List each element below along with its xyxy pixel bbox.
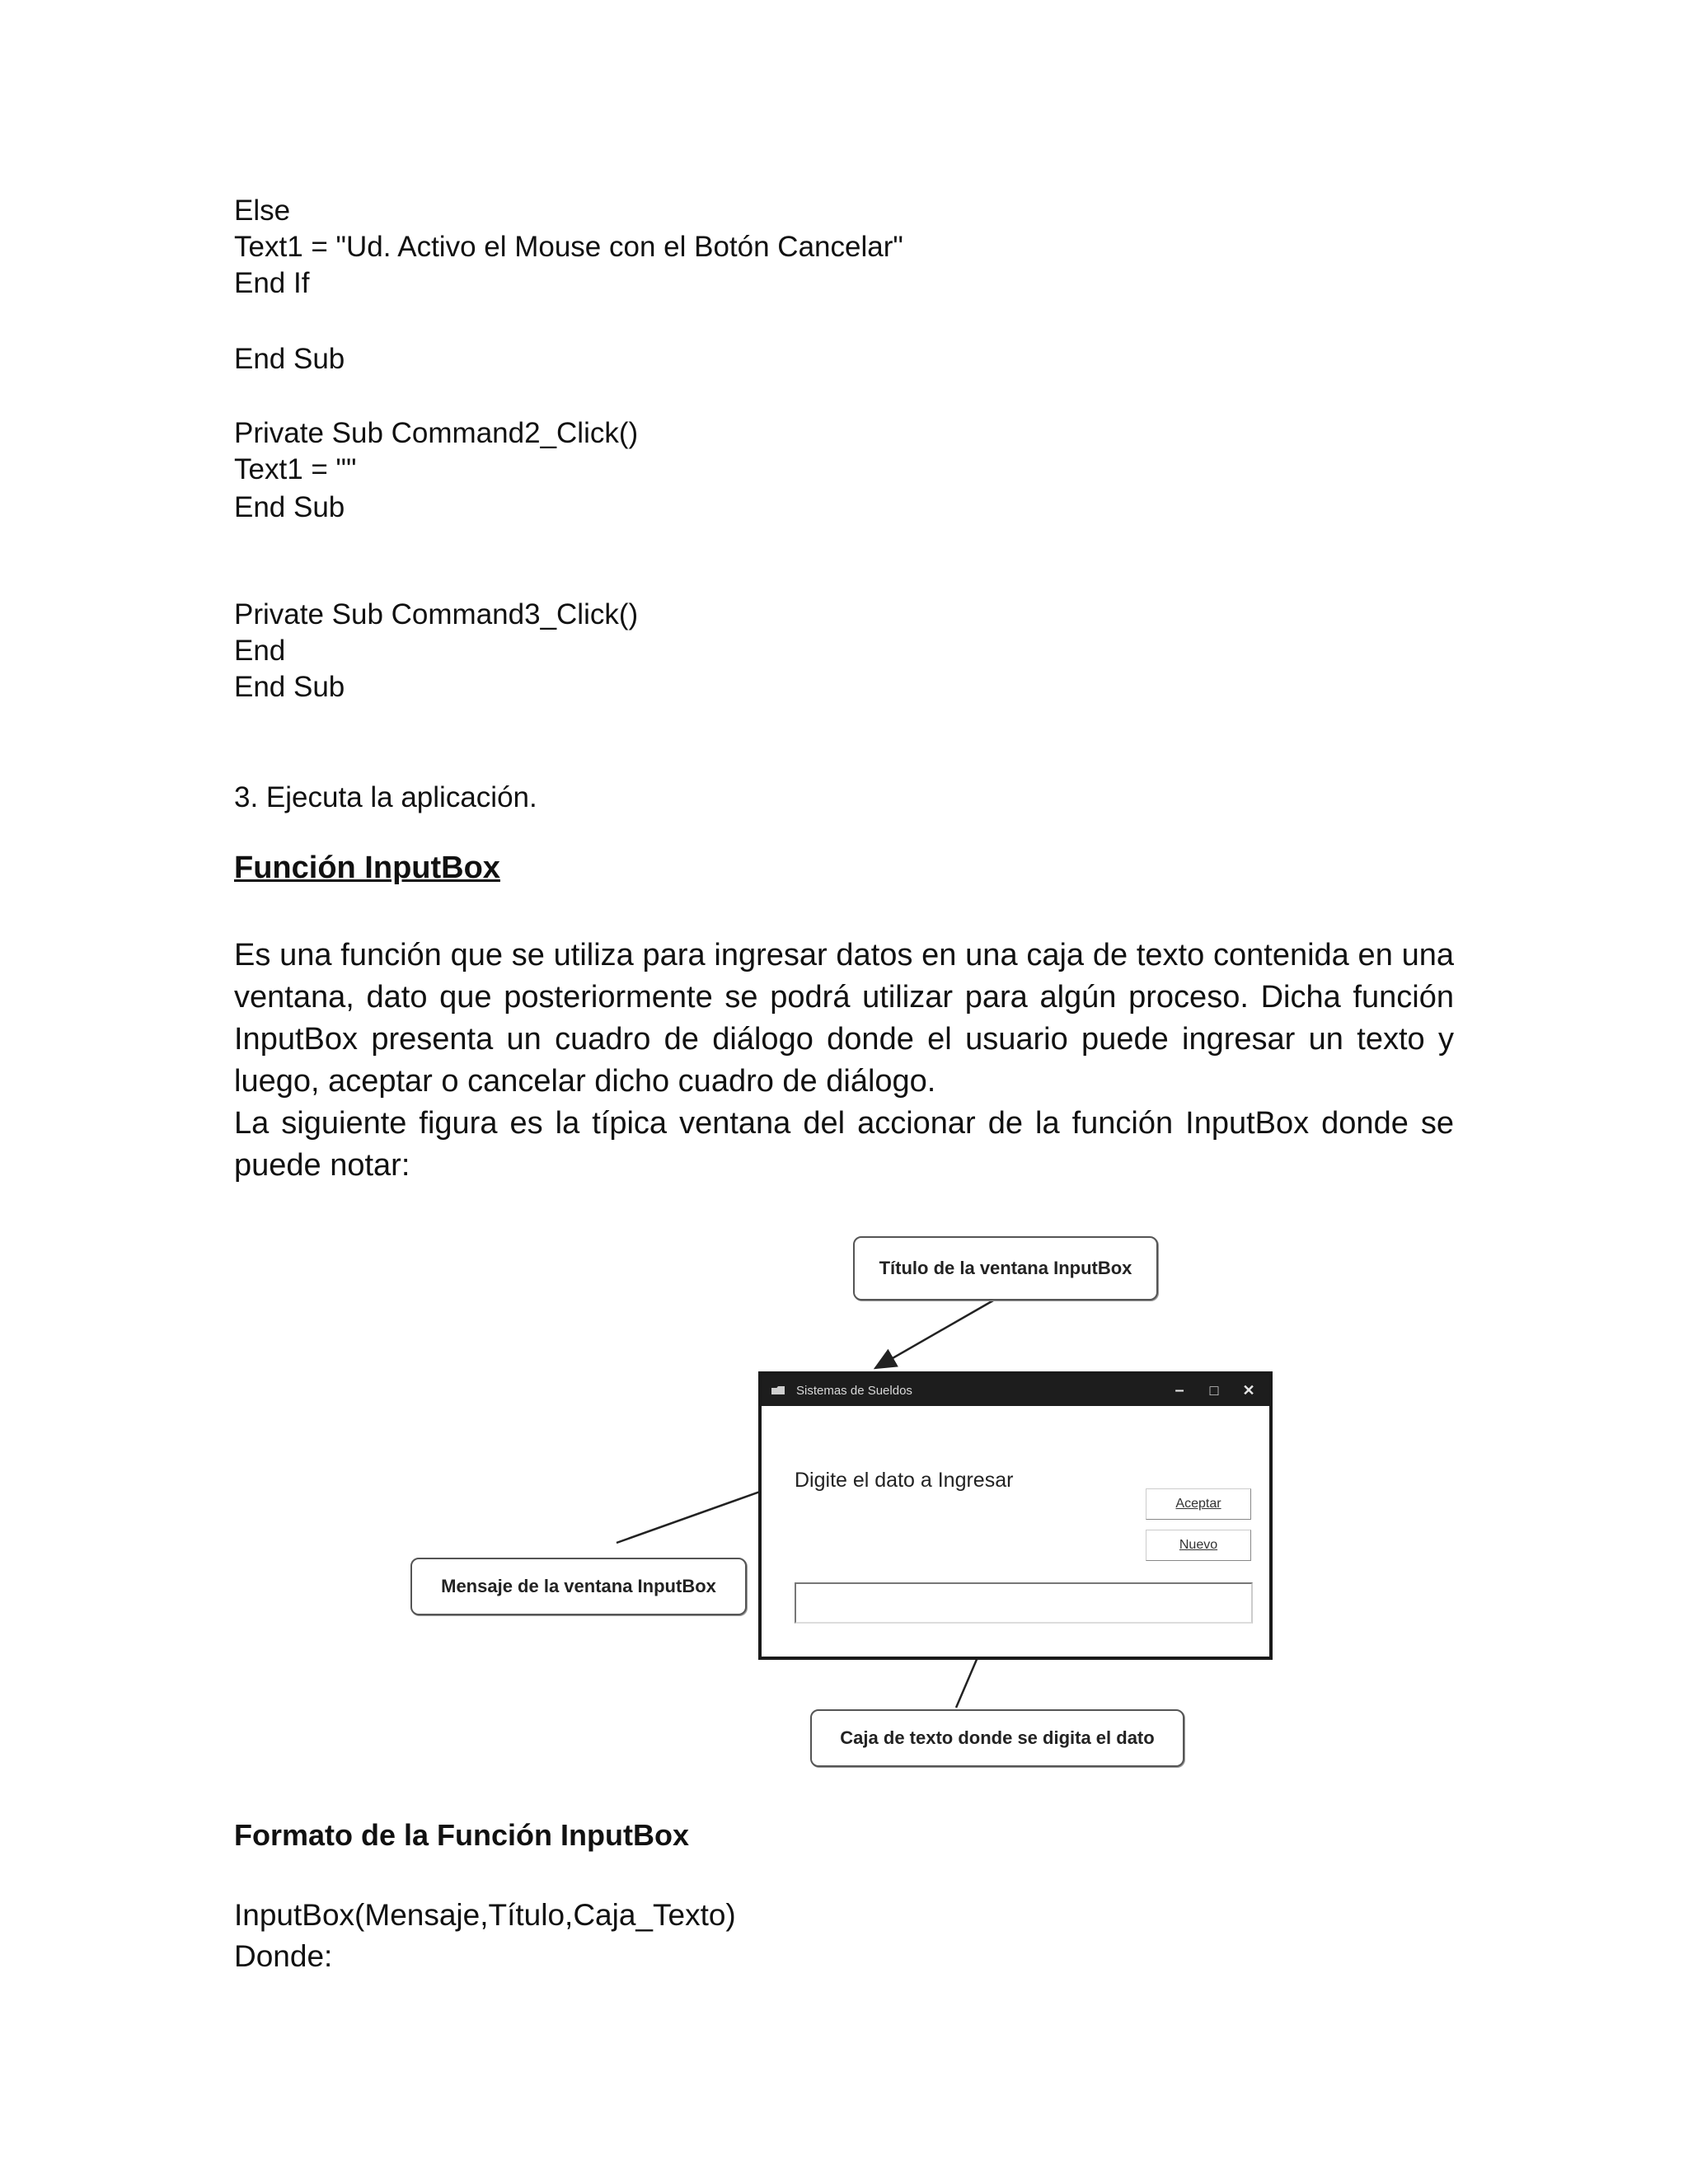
code-line-end-sub: End Sub [234, 343, 345, 375]
format-title: Formato de la Función InputBox [234, 1818, 689, 1852]
minimize-icon[interactable]: – [1175, 1380, 1184, 1399]
code-line-text1-assign: Text1 = "Ud. Activo el Mouse con el Botón Cancelar" [234, 231, 903, 263]
code-line-else: Else [234, 194, 291, 227]
window-title: Sistemas de Sueldos [796, 1383, 912, 1398]
app-icon [771, 1386, 785, 1394]
paragraph-1: Es una función que se utiliza para ingresar datos en una caja de texto contenida en una ventana, dato que posteriormente se podrá utilizar para algún proceso. Dicha función InputBox presenta un cuadro de diálogo donde el usuario puede ingresar un texto y luego, aceptar o cancelar dicho cuadro de diálogo. [234, 938, 1454, 1099]
format-syntax: InputBox(Mensaje,Título,Caja_Texto) [234, 1898, 736, 1932]
code-line-command3-sub: Private Sub Command3_Click() [234, 598, 639, 630]
code-line-end: End [234, 635, 286, 667]
window-titlebar [762, 1375, 1269, 1406]
inputbox-figure [396, 1220, 1311, 1780]
maximize-icon[interactable]: □ [1209, 1381, 1219, 1399]
code-line-end-sub: End Sub [234, 671, 345, 703]
inputbox-window [758, 1371, 1273, 1660]
close-icon[interactable]: ✕ [1242, 1381, 1255, 1399]
code-line-text1-clear: Text1 = "" [234, 453, 357, 485]
code-line-end-sub: End Sub [234, 491, 345, 523]
paragraph-2: La siguiente figura es la típica ventana del accionar de la función InputBox donde se puede notar: [234, 1106, 1454, 1183]
format-where: Donde: [234, 1939, 333, 1973]
code-line-end-if: End If [234, 267, 310, 299]
window-message: Digite el dato a Ingresar [795, 1469, 1014, 1492]
section-title: Función InputBox [234, 851, 500, 885]
code-line-command2-sub: Private Sub Command2_Click() [234, 417, 639, 449]
new-button[interactable]: Nuevo [1146, 1530, 1251, 1561]
data-input-field[interactable] [795, 1582, 1253, 1624]
arrow-to-title [875, 1301, 993, 1368]
callout-title: Título de la ventana InputBox [853, 1236, 1158, 1301]
step-3-text: 3. Ejecuta la aplicación. [234, 781, 537, 813]
intro-paragraph [234, 935, 1454, 1187]
callout-textbox: Caja de texto donde se digita el dato [810, 1709, 1184, 1767]
callout-message: Mensaje de la ventana InputBox [410, 1558, 747, 1615]
accept-button[interactable]: Aceptar [1146, 1488, 1251, 1520]
